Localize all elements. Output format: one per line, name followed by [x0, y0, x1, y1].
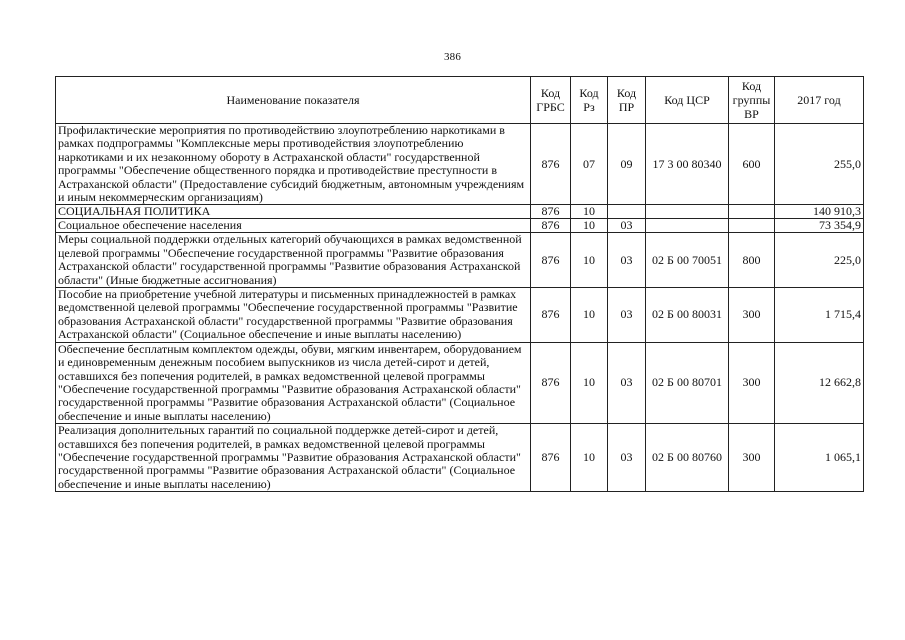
budget-table	[55, 76, 864, 492]
row-csr: 17 3 00 80340	[646, 124, 729, 205]
page-number: 386	[443, 51, 462, 63]
row-rz: 10	[571, 342, 608, 423]
row-amount: 1 715,4	[775, 288, 864, 343]
table-row	[56, 233, 864, 288]
row-vr	[729, 219, 775, 233]
row-grbs: 876	[531, 219, 571, 233]
row-pr: 09	[608, 124, 646, 205]
header-pr: Код ПР	[608, 77, 646, 124]
row-grbs: 876	[531, 205, 571, 219]
row-amount: 255,0	[775, 124, 864, 205]
row-pr: 03	[608, 233, 646, 288]
row-vr: 300	[729, 342, 775, 423]
header-name: Наименование показателя	[56, 77, 531, 124]
table-row	[56, 219, 864, 233]
row-pr: 03	[608, 288, 646, 343]
row-name: Пособие на приобретение учебной литературы и письменных принадлежностей в рамках ведомственной целевой программы "Обеспечение государственной программы "Развитие образования Астраханской области" государственной программы "Развитие образования Астраханской области" (Социальное обеспечение и иные выплаты населению)	[56, 288, 531, 343]
row-grbs: 876	[531, 233, 571, 288]
header-rz: Код Рз	[571, 77, 608, 124]
row-name: Обеспечение бесплатным комплектом одежды, обуви, мягким инвентарем, оборудованием и единовременным денежным пособием выпускников из числа детей-сирот и детей, оставшихся без попечения родителей, в рамках ведомственной целевой программы "Обеспечение государственной программы "Развитие образования Астраханской области" государственной программы "Развитие образования Астраханской области" (Социальное обеспечение и иные выплаты населению)	[56, 342, 531, 423]
header-csr: Код ЦСР	[646, 77, 729, 124]
row-csr: 02 Б 00 80031	[646, 288, 729, 343]
header-grbs: Код ГРБС	[531, 77, 571, 124]
table-row	[56, 205, 864, 219]
row-vr: 600	[729, 124, 775, 205]
table-row	[56, 124, 864, 205]
row-name: СОЦИАЛЬНАЯ ПОЛИТИКА	[56, 205, 531, 219]
row-grbs: 876	[531, 124, 571, 205]
row-vr: 300	[729, 424, 775, 492]
row-csr: 02 Б 00 80701	[646, 342, 729, 423]
table-row	[56, 342, 864, 423]
row-name: Социальное обеспечение населения	[56, 219, 531, 233]
row-csr: 02 Б 00 70051	[646, 233, 729, 288]
row-amount: 1 065,1	[775, 424, 864, 492]
row-grbs: 876	[531, 288, 571, 343]
table-row	[56, 288, 864, 343]
header-year: 2017 год	[775, 77, 864, 124]
row-amount: 140 910,3	[775, 205, 864, 219]
row-pr: 03	[608, 424, 646, 492]
row-grbs: 876	[531, 424, 571, 492]
row-csr	[646, 205, 729, 219]
row-csr: 02 Б 00 80760	[646, 424, 729, 492]
row-name: Меры социальной поддержки отдельных категорий обучающихся в рамках ведомственной целевой программы "Обеспечение государственной программы "Развитие образования Астраханской области" государственной программы "Развитие образования Астраханской области" (Иные бюджетные ассигнования)	[56, 233, 531, 288]
row-rz: 07	[571, 124, 608, 205]
row-rz: 10	[571, 288, 608, 343]
row-rz: 10	[571, 233, 608, 288]
table-row	[56, 424, 864, 492]
row-name: Профилактические мероприятия по противодействию злоупотреблению наркотиками в рамках подпрограммы "Комплексные меры противодействия злоупотреблению наркотиками и их незаконному обороту в Астраханской области" государственной программы "Обеспечение общественного порядка и противодействие преступности в Астраханской области" (Предоставление субсидий бюджетным, автономным учреждениям и иным некоммерческим организациям)	[56, 124, 531, 205]
row-name: Реализация дополнительных гарантий по социальной поддержке детей-сирот и детей, оставшихся без попечения родителей, в рамках ведомственной целевой программы "Обеспечение государственной программы "Развитие образования Астраханской области" государственной программы "Развитие образования Астраханской области" (Социальное обеспечение и иные выплаты населению)	[56, 424, 531, 492]
row-rz: 10	[571, 219, 608, 233]
row-amount: 12 662,8	[775, 342, 864, 423]
table-header-row	[56, 77, 864, 124]
row-vr	[729, 205, 775, 219]
row-amount: 225,0	[775, 233, 864, 288]
row-pr: 03	[608, 342, 646, 423]
header-vr: Код группы ВР	[729, 77, 775, 124]
row-pr: 03	[608, 219, 646, 233]
row-rz: 10	[571, 424, 608, 492]
row-vr: 800	[729, 233, 775, 288]
row-vr: 300	[729, 288, 775, 343]
row-rz: 10	[571, 205, 608, 219]
row-pr	[608, 205, 646, 219]
row-grbs: 876	[531, 342, 571, 423]
row-csr	[646, 219, 729, 233]
row-amount: 73 354,9	[775, 219, 864, 233]
